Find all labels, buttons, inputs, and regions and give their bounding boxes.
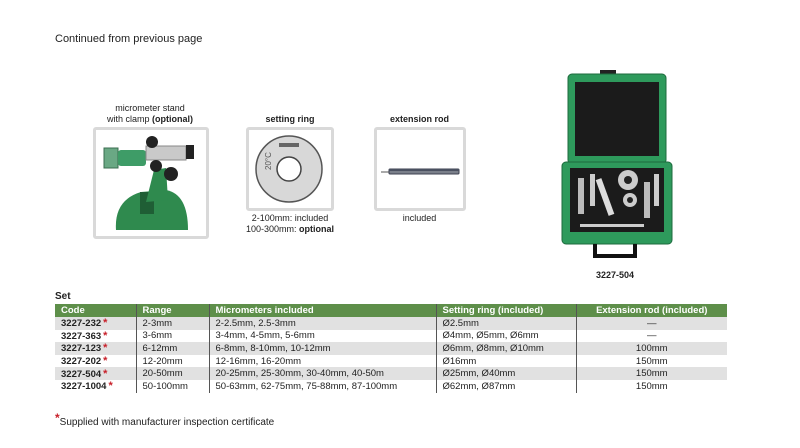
stand-caption-line2: [80, 114, 220, 125]
code-text: 3227-1004: [61, 381, 107, 393]
certificate-star-icon: *: [103, 317, 108, 330]
extension-rod-icon: [377, 130, 463, 208]
table-row: [55, 342, 727, 355]
cell-extension-rod: —: [576, 330, 727, 343]
cell-code: [55, 367, 136, 380]
ring-note-line2: [225, 224, 355, 235]
certificate-star-icon: *: [103, 342, 108, 355]
code-text: 3227-363: [61, 330, 102, 342]
footnote: [55, 411, 274, 428]
stand-optional-label: (optional): [152, 114, 194, 124]
extension-rod-image: [374, 127, 466, 211]
table-row: [55, 367, 727, 380]
cell-code: [55, 342, 136, 355]
cell-setting-ring: Ø62mm, Ø87mm: [436, 380, 576, 393]
table-row: [55, 380, 727, 393]
cell-range: 2-3mm: [136, 317, 209, 330]
product-case-image: [540, 70, 688, 260]
footnote-text: Supplied with manufacturer inspection certificate: [59, 417, 275, 428]
micrometer-stand-icon: [96, 130, 206, 236]
set-table-title: Set: [55, 291, 71, 302]
col-header-micrometers: Micrometers included: [209, 304, 436, 317]
cell-micrometers: 6-8mm, 8-10mm, 10-12mm: [209, 342, 436, 355]
code-text: 3227-123: [61, 343, 102, 355]
stand-caption-text: with clamp: [106, 114, 150, 124]
setting-ring-icon: [249, 130, 331, 208]
cell-micrometers: 2-2.5mm, 2.5-3mm: [209, 317, 436, 330]
cell-code: [55, 355, 136, 368]
certificate-star-icon: *: [108, 380, 113, 393]
setting-ring-image: [246, 127, 334, 211]
micrometer-stand-image: [93, 127, 209, 239]
col-header-extension-rod: Extension rod (included): [576, 304, 727, 317]
cell-extension-rod: 150mm: [576, 355, 727, 368]
cell-setting-ring: Ø2.5mm: [436, 317, 576, 330]
cell-extension-rod: 100mm: [576, 342, 727, 355]
certificate-star-icon: *: [103, 367, 108, 380]
cell-setting-ring: Ø16mm: [436, 355, 576, 368]
cell-micrometers: 3-4mm, 4-5mm, 5-6mm: [209, 330, 436, 343]
cell-code: [55, 330, 136, 343]
cell-extension-rod: 150mm: [576, 367, 727, 380]
cell-setting-ring: Ø25mm, Ø40mm: [436, 367, 576, 380]
cell-setting-ring: Ø6mm, Ø8mm, Ø10mm: [436, 342, 576, 355]
table-header-row: [55, 304, 727, 317]
cell-range: 3-6mm: [136, 330, 209, 343]
ring-note-prefix: 100-300mm:: [245, 224, 297, 234]
set-spec-table: [55, 304, 727, 393]
extension-rod-caption: extension rod: [389, 114, 449, 124]
cell-micrometers: 20-25mm, 25-30mm, 30-40mm, 40-50m: [209, 367, 436, 380]
table-row: [55, 330, 727, 343]
cell-extension-rod: —: [576, 317, 727, 330]
code-text: 3227-504: [61, 368, 102, 380]
code-text: 3227-202: [61, 356, 102, 368]
code-text: 3227-232: [61, 318, 102, 330]
cell-extension-rod: 150mm: [576, 380, 727, 393]
stand-caption-line1: micrometer stand: [115, 103, 185, 113]
ring-note-line1: 2-100mm: included: [251, 213, 329, 223]
cell-range: 50-100mm: [136, 380, 209, 393]
cell-micrometers: 50-63mm, 62-75mm, 75-88mm, 87-100mm: [209, 380, 436, 393]
setting-ring-note: [225, 213, 355, 235]
table-row: [55, 317, 727, 330]
cell-range: 12-20mm: [136, 355, 209, 368]
continued-note: Continued from previous page: [55, 33, 203, 45]
product-code-label: 3227-504: [595, 270, 635, 280]
cell-code: [55, 317, 136, 330]
cell-code: [55, 380, 136, 393]
certificate-star-icon: *: [103, 355, 108, 368]
cell-range: 20-50mm: [136, 367, 209, 380]
col-header-range: Range: [136, 304, 209, 317]
svg-text:20°C: 20°C: [264, 152, 273, 170]
table-row: [55, 355, 727, 368]
col-header-code: Code: [55, 304, 136, 317]
stand-caption: [80, 103, 220, 125]
footnote-star-icon: *: [55, 411, 60, 425]
cell-micrometers: 12-16mm, 16-20mm: [209, 355, 436, 368]
ring-optional-label: optional: [299, 224, 335, 234]
cell-setting-ring: Ø4mm, Ø5mm, Ø6mm: [436, 330, 576, 343]
extension-rod-note: included: [402, 213, 437, 223]
carrying-case-icon: [540, 70, 688, 260]
certificate-star-icon: *: [103, 329, 108, 342]
setting-ring-caption: setting ring: [265, 114, 315, 124]
cell-range: 6-12mm: [136, 342, 209, 355]
col-header-setting-ring: Setting ring (included): [436, 304, 576, 317]
